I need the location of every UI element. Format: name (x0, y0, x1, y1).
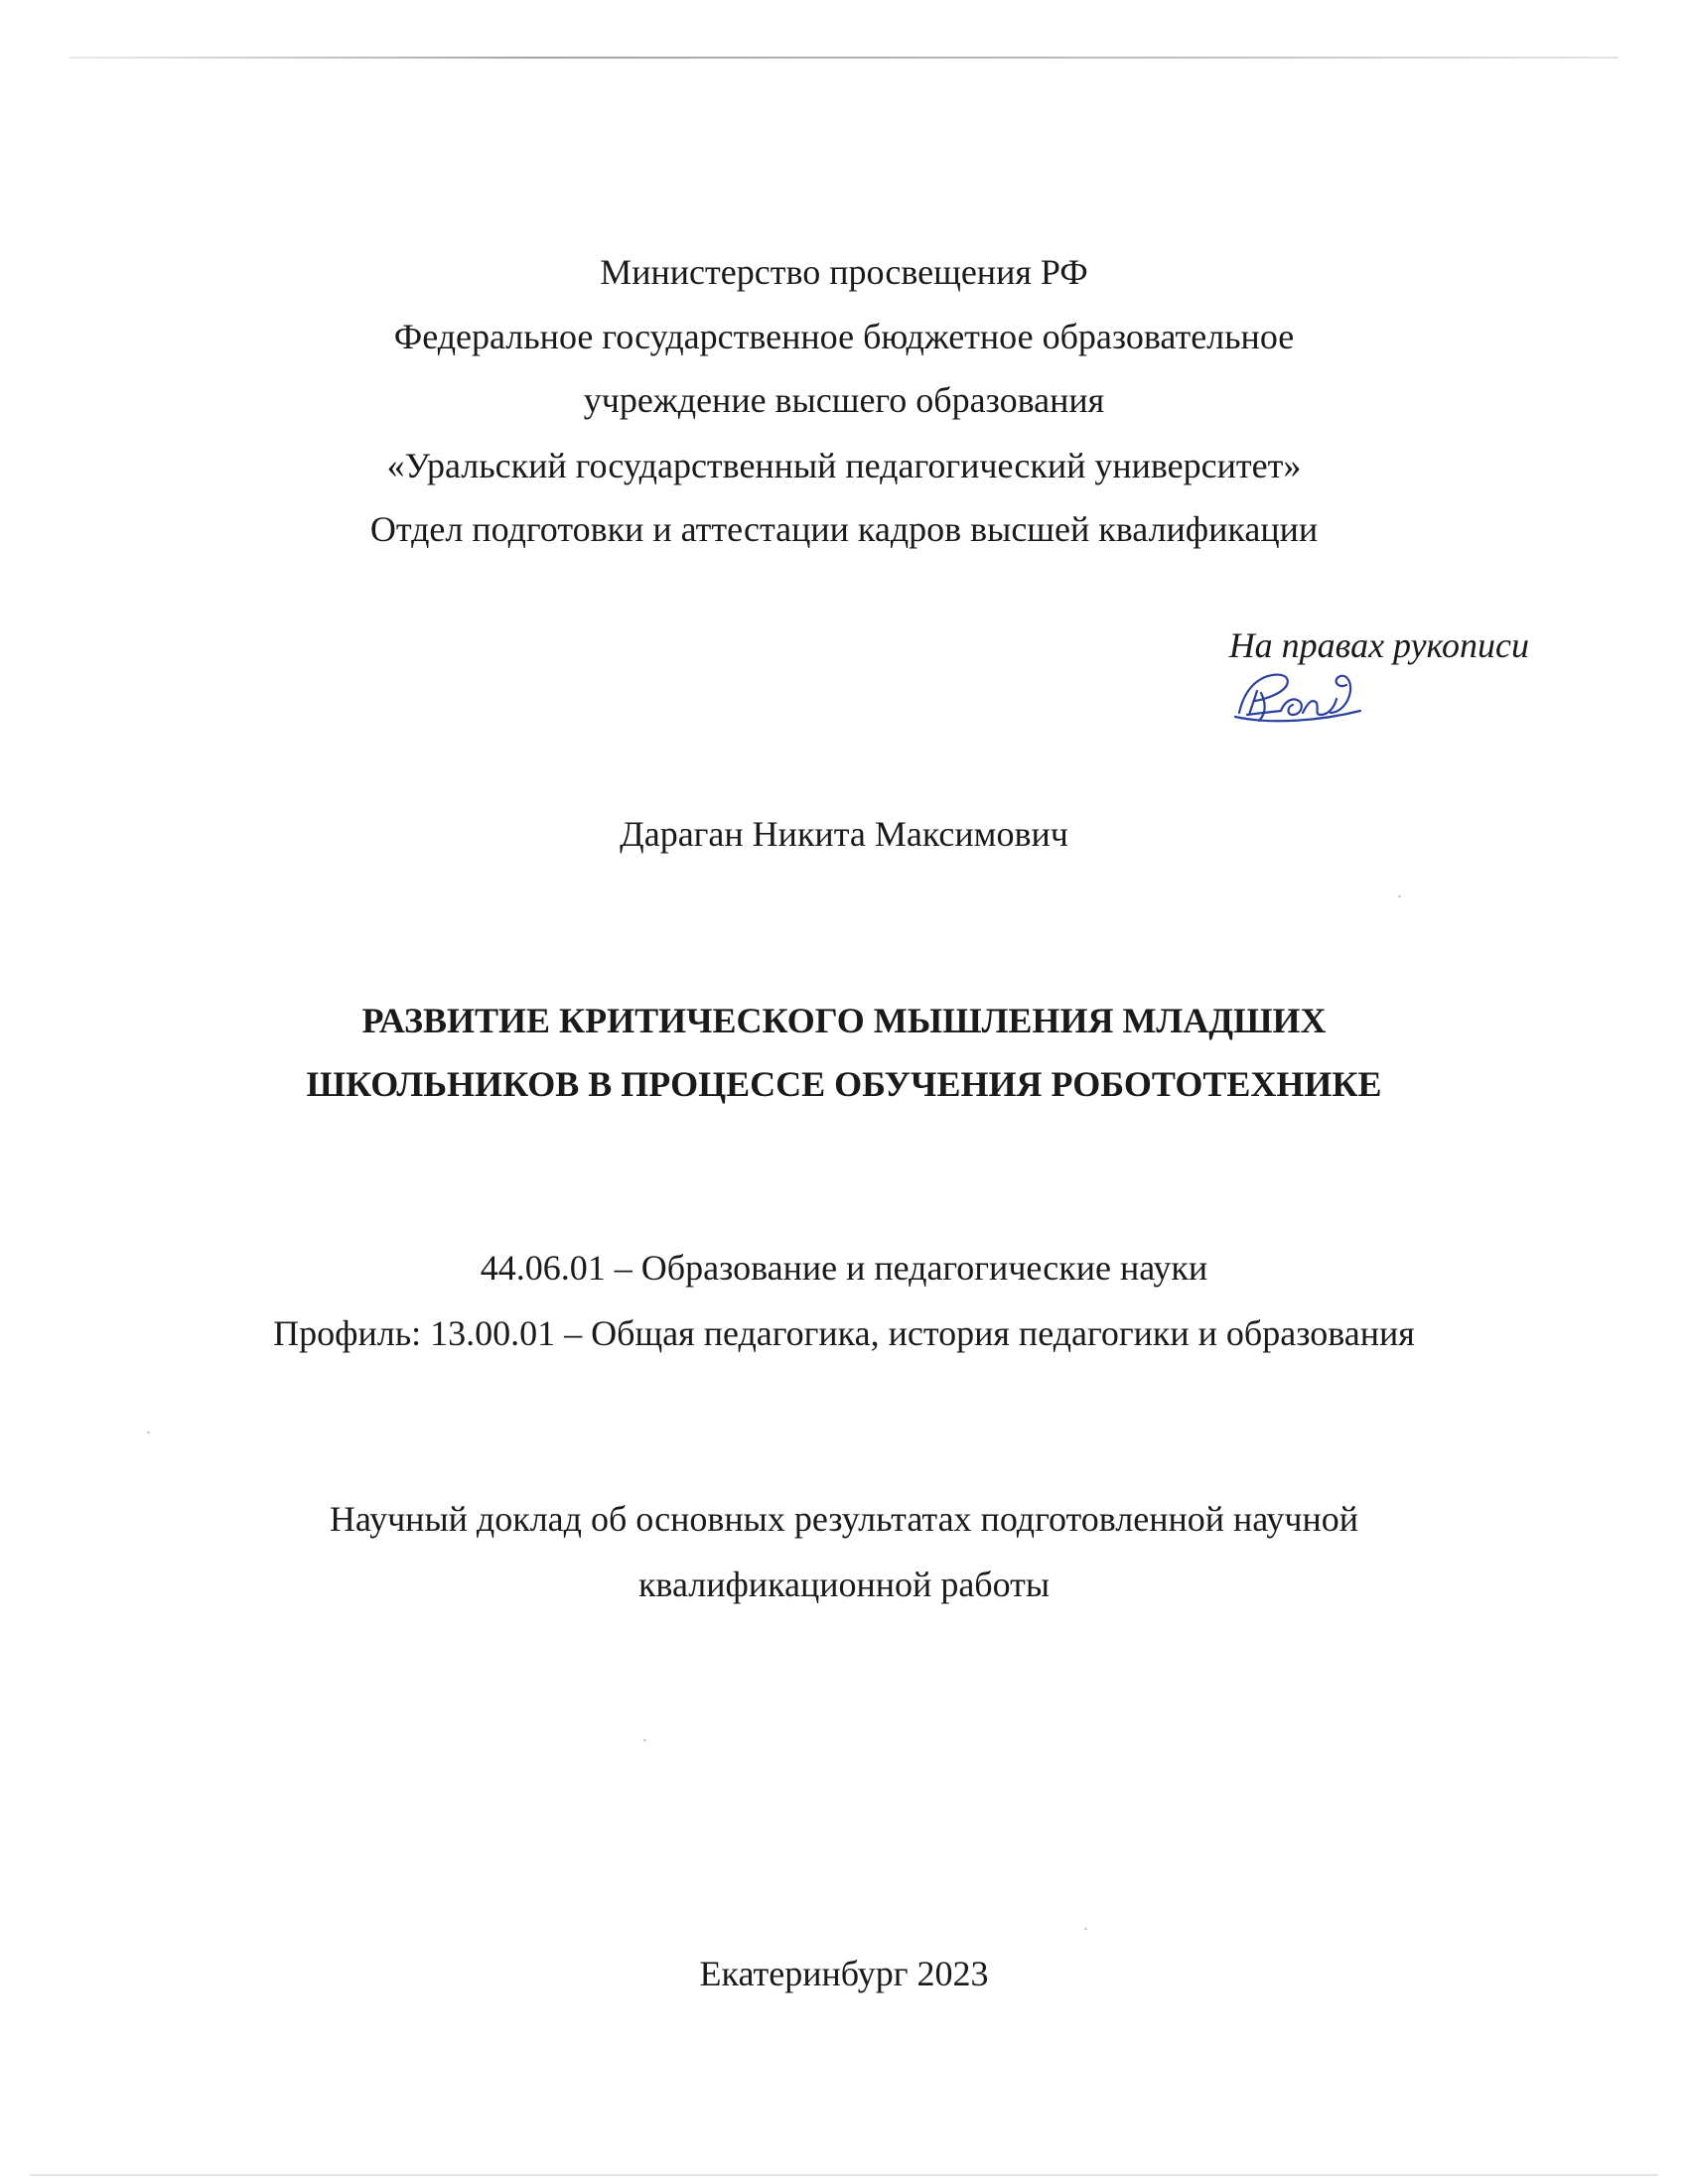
scan-speck (147, 1432, 150, 1433)
institution-line-2: учреждение высшего образования (583, 380, 1105, 420)
scan-speck (1398, 895, 1401, 897)
ministry-line: Министерство просвещения РФ (600, 252, 1088, 292)
signature-icon (1221, 655, 1380, 735)
thesis-title-line-2: ШКОЛЬНИКОВ В ПРОЦЕССЕ ОБУЧЕНИЯ РОБОТОТЕХНИКЕ (306, 1064, 1382, 1104)
specialty-code: 44.06.01 – Образование и педагогические науки (480, 1248, 1208, 1288)
department-line: Отдел подготовки и аттестации кадров высшей квалификации (369, 509, 1319, 549)
city-year: Екатеринбург 2023 (699, 1954, 989, 1993)
manuscript-note: На правах рукописи (1228, 625, 1529, 665)
scan-speck (643, 1739, 646, 1741)
university-name: «Уральский государственный педагогический университет» (386, 446, 1302, 485)
author-name: Дараган Никита Максимович (620, 814, 1068, 854)
scan-speck (1084, 1928, 1087, 1930)
specialty-profile: Профиль: 13.00.01 – Общая педагогика, история педагогики и образования (273, 1313, 1415, 1353)
scan-edge-line (70, 57, 1618, 59)
thesis-title-line-1: РАЗВИТИЕ КРИТИЧЕСКОГО МЫШЛЕНИЯ МЛАДШИХ (361, 1001, 1327, 1040)
institution-line-1: Федеральное государственное бюджетное образовательное (393, 317, 1295, 356)
report-type-line-2: квалификационной работы (637, 1565, 1051, 1604)
report-type-line-1: Научный доклад об основных результатах подготовленной научной (329, 1499, 1359, 1539)
scan-bottom-edge (30, 2174, 1658, 2176)
